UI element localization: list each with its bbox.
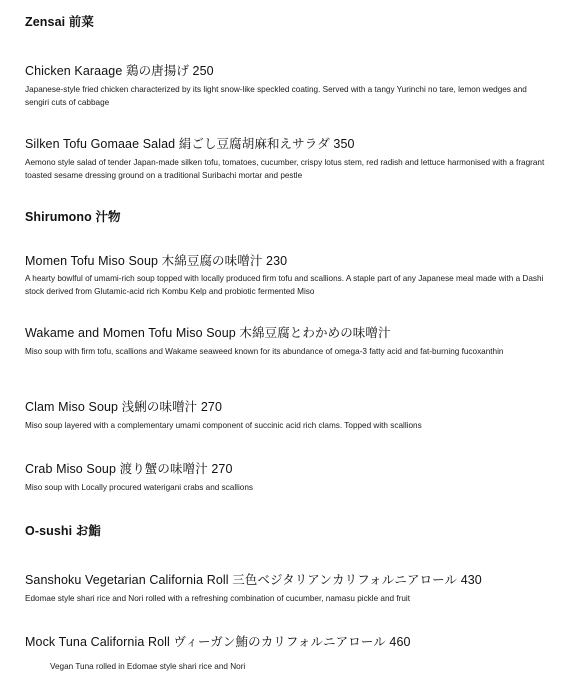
item-desc-chicken-karaage: Japanese-style fried chicken characterized by its light snow-like speckled coating. Served with a tangy Yurinchi no tare, lemon wedges and sengiri cuts of cabbage: [25, 85, 527, 107]
item-name-silken-tofu-salad: Silken Tofu Gomaae Salad 絹ごし豆腐胡麻和えサラダ 350: [25, 137, 355, 151]
item-name-momen-tofu-miso: Momen Tofu Miso Soup 木綿豆腐の味噌汁 230: [25, 254, 288, 268]
item-name-chicken-karaage: Chicken Karaage 鶏の唐揚げ 250: [25, 64, 214, 78]
item-name-mock-tuna-roll: Mock Tuna California Roll ヴィーガン鮪のカリフォルニアロール 460: [25, 635, 411, 649]
item-name-crab-miso: Crab Miso Soup 渡り蟹の味噌汁 270: [25, 462, 233, 476]
section-title-shirumono: Shirumono 汁物: [25, 210, 121, 224]
item-desc-wakame-momen-miso: Miso soup with firm tofu, scallions and Wakame seaweed known for its abundance of omega-3 fatty acid and fat-burning fucoxanthin: [25, 347, 504, 356]
item-desc-momen-tofu-miso: A hearty bowlful of umami-rich soup topped with locally produced firm tofu and scallions. A staple part of any Japanese meal made with a Dashi stock derived from Glutamic-acid rich Kombu Kelp and probiotic fermented Miso: [25, 274, 544, 296]
item-name-clam-miso: Clam Miso Soup 浅蜊の味噌汁 270: [25, 400, 223, 414]
item-name-wakame-momen-miso: Wakame and Momen Tofu Miso Soup 木綿豆腐とわかめの味噌汁: [25, 326, 391, 340]
section-title-zensai: Zensai 前菜: [25, 15, 94, 29]
item-desc-clam-miso: Miso soup layered with a complementary umami component of succinic acid rich clams. Topped with scallions: [25, 421, 422, 430]
item-desc-silken-tofu-salad: Aemono style salad of tender Japan-made silken tofu, tomatoes, cucumber, crispy lotus stem, red radish and lettuce harmonised with a fragrant toasted sesame dressing ground on a traditional Suribachi mortar and pestle: [25, 158, 545, 180]
section-title-osushi: O-sushi お鮨: [25, 524, 102, 538]
item-desc-mock-tuna-roll: Vegan Tuna rolled in Edomae style shari rice and Nori: [50, 662, 246, 671]
item-name-sanshoku-roll: Sanshoku Vegetarian California Roll 三色ベジタリアンカリフォルニアロール 430: [25, 573, 482, 587]
item-desc-crab-miso: Miso soup with Locally procured waterigani crabs and scallions: [25, 483, 253, 492]
item-desc-sanshoku-roll: Edomae style shari rice and Nori rolled with a refreshing combination of cucumber, namasu pickle and fruit: [25, 594, 410, 603]
